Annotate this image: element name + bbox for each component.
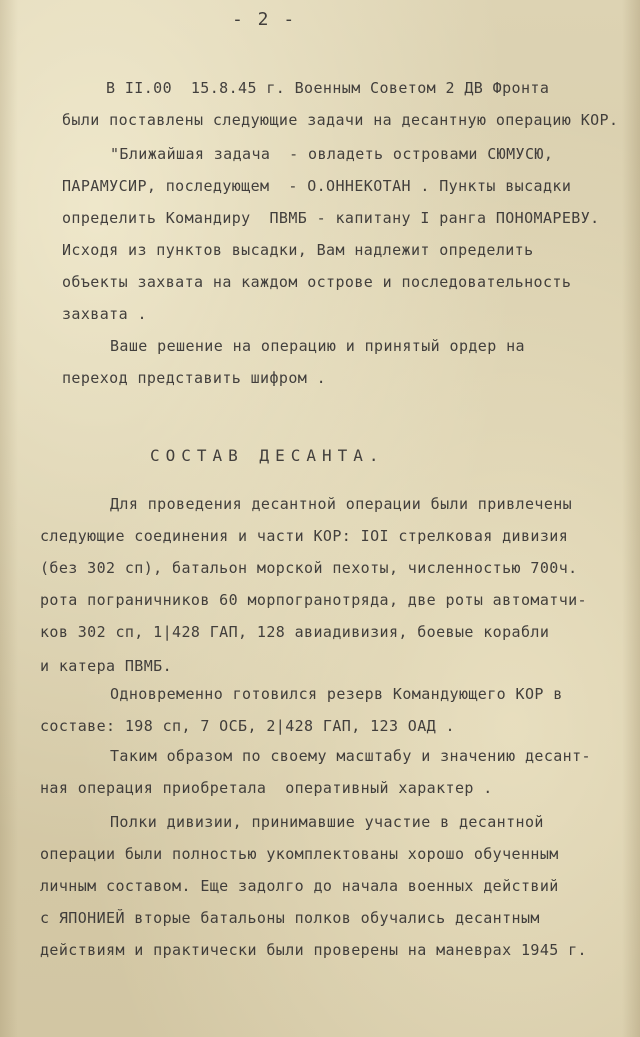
text-line: "Ближайшая задача - овладеть островами СЮМУСЮ, — [110, 145, 554, 163]
text-line: Ваше решение на операцию и принятый ордер на — [110, 337, 525, 355]
text-line: Для проведения десантной операции были привлечены — [110, 495, 573, 513]
text-line: были поставлены следующие задачи на десантную операцию КОР. — [62, 111, 619, 129]
paper-edge-right — [622, 0, 640, 1037]
text-line: захвата . — [62, 305, 147, 323]
text-line: операции были полностью укомплектованы хорошо обученным — [40, 845, 559, 863]
text-line: с ЯПОНИЕЙ вторые батальоны полков обучались десантным — [40, 909, 540, 927]
text-line: Таким образом по своему масштабу и значению десант- — [110, 747, 591, 765]
text-line: личным составом. Еще задолго до начала военных действий — [40, 877, 559, 895]
page-number: - 2 - — [232, 9, 297, 30]
text-line: действиям и практически были проверены на маневрах 1945 г. — [40, 941, 587, 959]
text-line: рота пограничников 60 морпогранотряда, две роты автоматчи- — [40, 591, 587, 609]
paper-edge-left — [0, 0, 18, 1037]
text-line: ная операция приобретала оперативный характер . — [40, 779, 493, 797]
text-line: В II.00 15.8.45 г. Военным Советом 2 ДВ Фронта — [106, 79, 550, 97]
text-line: составе: 198 сп, 7 ОСБ, 2|428 ГАП, 123 ОАД . — [40, 717, 455, 735]
text-line: ПАРАМУСИР, последующем - О.ОННЕКОТАН . Пункты высадки — [62, 177, 572, 195]
text-line: ков 302 сп, 1|428 ГАП, 128 авиадивизия, боевые корабли — [40, 623, 550, 641]
text-line: Полки дивизии, принимавшие участие в десантной — [110, 813, 544, 831]
text-line: Одновременно готовился резерв Командующего КОР в — [110, 685, 563, 703]
text-line: Исходя из пунктов высадки, Вам надлежит определить — [62, 241, 534, 259]
text-line: следующие соединения и части КОР: IOI стрелковая дивизия — [40, 527, 569, 545]
text-line: (без 302 сп), батальон морской пехоты, численностью 700ч. — [40, 559, 578, 577]
text-line: определить Командиру ПВМБ - капитану I ранга ПОНОМАРЕВУ. — [62, 209, 600, 227]
text-line: и катера ПВМБ. — [40, 657, 173, 675]
section-title: СОСТАВ ДЕСАНТА. — [150, 446, 385, 465]
text-line: объекты захвата на каждом острове и последовательность — [62, 273, 572, 291]
text-line: переход представить шифром . — [62, 369, 327, 387]
